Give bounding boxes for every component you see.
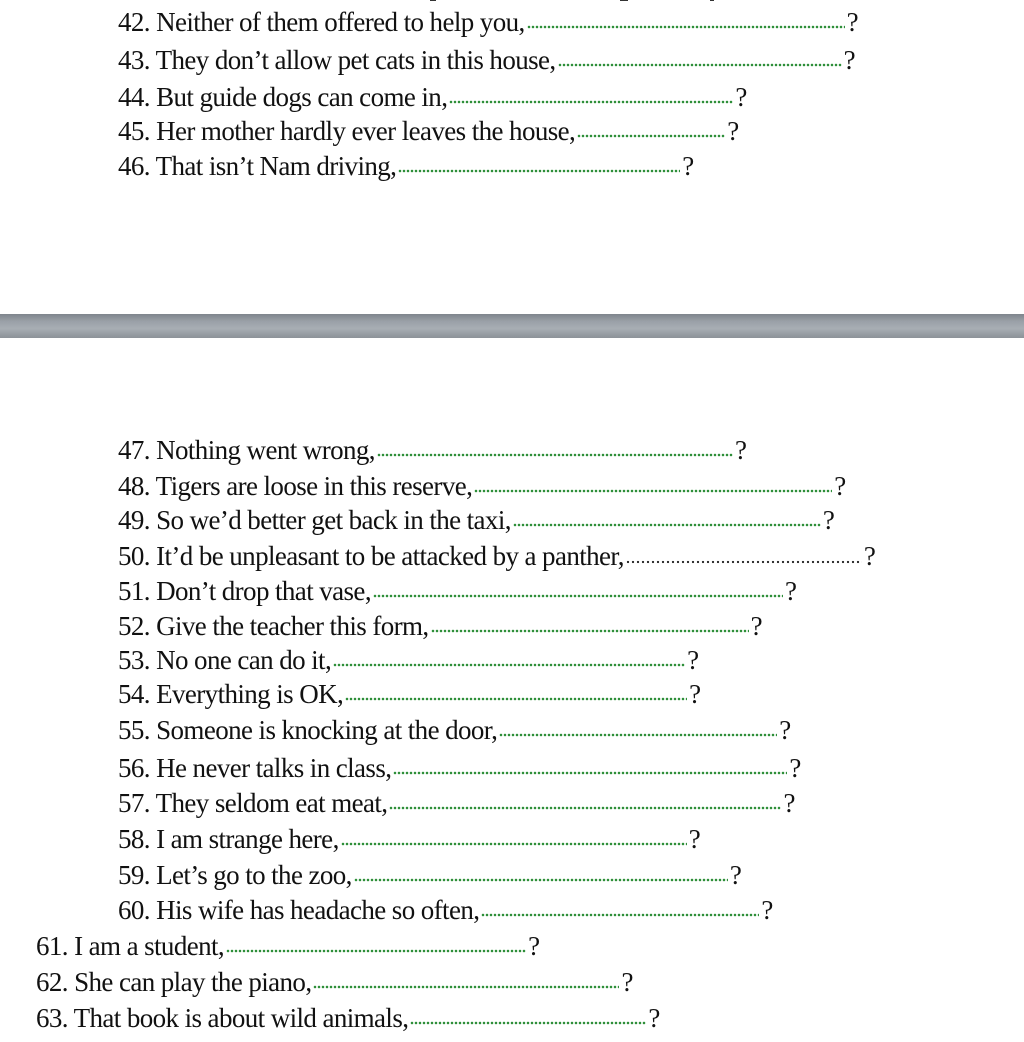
list-item-58 xyxy=(118,821,700,857)
question-mark: ? xyxy=(784,576,797,606)
item-number: 53. xyxy=(118,645,150,675)
item-number: 42. xyxy=(118,7,150,37)
item-text: They don’t allow pet cats in this house, xyxy=(155,45,556,75)
list-item-51 xyxy=(118,573,796,609)
question-mark: ? xyxy=(822,505,835,535)
answer-blank[interactable] xyxy=(333,657,685,669)
list-item-56 xyxy=(118,750,801,786)
item-text: His wife has headache so often, xyxy=(156,895,480,925)
list-item-42 xyxy=(118,4,858,40)
item-text: Nothing went wrong, xyxy=(156,435,375,465)
item-text: Give the teacher this form, xyxy=(156,611,429,641)
item-number: 61. xyxy=(36,931,68,961)
list-item-46 xyxy=(118,148,694,184)
item-number: 56. xyxy=(118,753,150,783)
item-number: 49. xyxy=(118,505,150,535)
question-mark: ? xyxy=(727,116,739,146)
answer-blank[interactable] xyxy=(226,943,526,955)
item-text: But guide dogs can come in, xyxy=(156,82,448,112)
question-mark: ? xyxy=(789,753,801,783)
list-item-49 xyxy=(118,502,834,538)
item-text: She can play the piano, xyxy=(74,967,312,997)
list-item-61 xyxy=(36,928,539,964)
item-number: 51. xyxy=(118,576,150,606)
question-mark: ? xyxy=(687,645,699,675)
question-mark: ? xyxy=(779,715,791,745)
item-number: 43. xyxy=(118,45,150,75)
item-text: They seldom eat meat, xyxy=(155,788,388,818)
item-text: Don’t drop that vase, xyxy=(156,576,371,606)
item-number: 48. xyxy=(118,471,150,501)
answer-blank[interactable] xyxy=(558,57,842,69)
answer-blank[interactable] xyxy=(377,447,733,459)
answer-blank[interactable] xyxy=(626,553,862,565)
document-page-bottom xyxy=(0,338,1024,1042)
item-text: So we’d better get back in the taxi, xyxy=(156,505,511,535)
question-mark: ? xyxy=(834,471,846,501)
answer-blank[interactable] xyxy=(345,691,687,703)
item-text: I am a student, xyxy=(74,931,225,961)
list-item-62 xyxy=(36,964,633,1000)
question-mark: ? xyxy=(528,931,540,961)
list-item-52 xyxy=(118,608,762,644)
question-mark: ? xyxy=(750,611,762,641)
item-number: 55. xyxy=(118,715,150,745)
question-mark: ? xyxy=(761,895,773,925)
question-mark: ? xyxy=(648,1003,660,1033)
answer-blank[interactable] xyxy=(398,163,680,175)
answer-blank[interactable] xyxy=(389,800,781,812)
list-item-48 xyxy=(118,468,846,504)
answer-blank[interactable] xyxy=(410,1015,646,1027)
question-mark: ? xyxy=(843,45,855,75)
answer-blank[interactable] xyxy=(527,19,845,31)
item-text: Her mother hardly ever leaves the house, xyxy=(156,116,576,146)
list-item-59 xyxy=(118,857,741,893)
item-number: 60. xyxy=(118,895,150,925)
list-item-53 xyxy=(118,642,699,678)
page-break-separator xyxy=(0,314,1024,338)
item-text: Let’s go to the zoo, xyxy=(156,860,352,890)
item-number: 44. xyxy=(118,82,150,112)
list-item-44 xyxy=(118,79,747,115)
item-number: 57. xyxy=(118,788,150,818)
list-item-50 xyxy=(118,538,875,574)
cropped-text-remnant xyxy=(410,0,930,2)
item-text: That isn’t Nam driving, xyxy=(155,151,397,181)
answer-blank[interactable] xyxy=(474,483,832,495)
item-number: 45. xyxy=(118,116,150,146)
question-mark: ? xyxy=(783,788,795,818)
item-number: 59. xyxy=(118,860,150,890)
answer-blank[interactable] xyxy=(354,872,728,884)
item-text: Tigers are loose in this reserve, xyxy=(155,471,473,501)
answer-blank[interactable] xyxy=(499,727,777,739)
item-text: Someone is knocking at the door, xyxy=(156,715,498,745)
item-text: No one can do it, xyxy=(156,645,332,675)
answer-blank[interactable] xyxy=(393,765,787,777)
list-item-60 xyxy=(118,892,773,928)
list-item-63 xyxy=(36,1000,660,1036)
answer-blank[interactable] xyxy=(577,128,725,140)
question-mark: ? xyxy=(863,541,876,571)
item-number: 50. xyxy=(118,541,150,571)
question-mark: ? xyxy=(729,860,742,890)
list-item-57 xyxy=(118,785,795,821)
item-text: It’d be unpleasant to be attacked by a panther, xyxy=(156,541,624,571)
item-number: 54. xyxy=(118,679,150,709)
item-text: He never talks in class, xyxy=(156,753,392,783)
item-number: 52. xyxy=(118,611,150,641)
document-page-top xyxy=(0,0,1024,314)
question-mark: ? xyxy=(735,82,747,112)
answer-blank[interactable] xyxy=(481,907,759,919)
list-item-55 xyxy=(118,712,791,748)
question-mark: ? xyxy=(621,967,633,997)
question-mark: ? xyxy=(688,824,701,854)
answer-blank[interactable] xyxy=(341,836,687,848)
answer-blank[interactable] xyxy=(449,94,733,106)
answer-blank[interactable] xyxy=(513,517,821,529)
item-number: 62. xyxy=(36,967,68,997)
answer-blank[interactable] xyxy=(431,623,749,635)
item-number: 47. xyxy=(118,435,150,465)
item-text: Everything is OK, xyxy=(156,679,344,709)
answer-blank[interactable] xyxy=(313,979,619,991)
item-text: I am strange here, xyxy=(156,824,339,854)
list-item-43 xyxy=(118,42,855,78)
question-mark: ? xyxy=(734,435,747,465)
answer-blank[interactable] xyxy=(373,588,783,600)
item-text: That book is about wild animals, xyxy=(73,1003,409,1033)
question-mark: ? xyxy=(682,151,694,181)
question-mark: ? xyxy=(689,679,701,709)
list-item-54 xyxy=(118,676,701,712)
item-number: 58. xyxy=(118,824,150,854)
item-text: Neither of them offered to help you, xyxy=(156,7,525,37)
item-number: 46. xyxy=(118,151,150,181)
list-item-45 xyxy=(118,113,739,149)
list-item-47 xyxy=(118,432,746,468)
question-mark: ? xyxy=(846,7,859,37)
item-number: 63. xyxy=(36,1003,68,1033)
